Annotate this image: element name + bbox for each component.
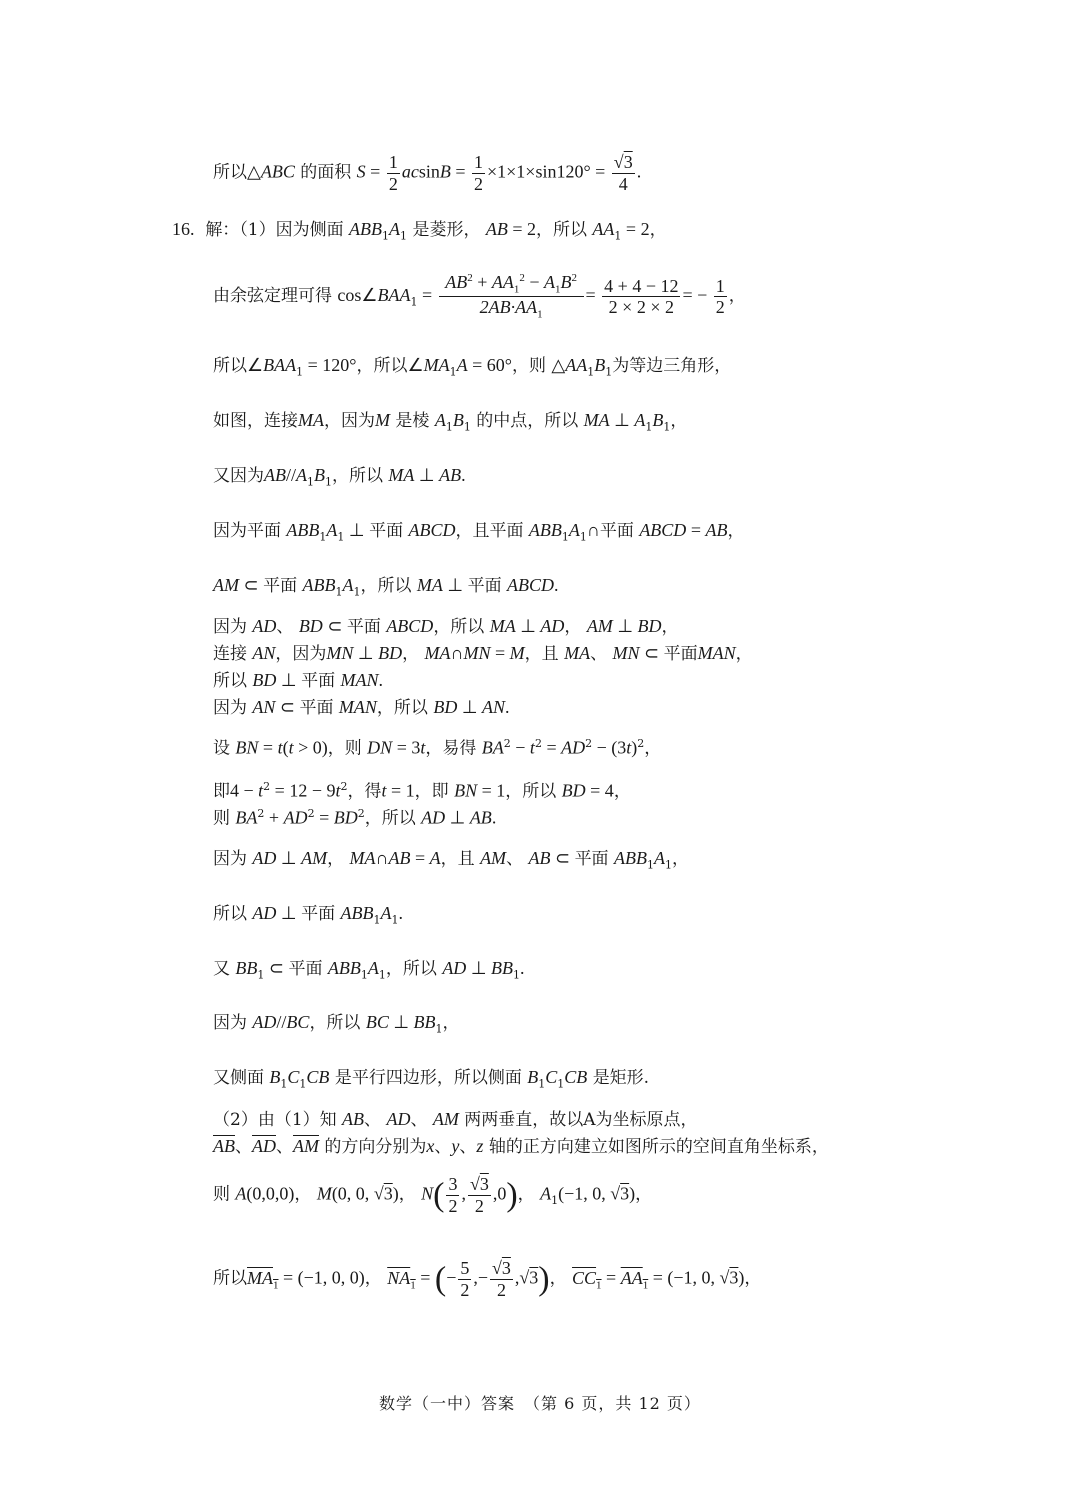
bd-perp-an-line: 因为 AN ⊂ 平面 MAN，所以 BD ⊥ AN. [213, 697, 510, 718]
bb1-line: 又 $BB_1$ ⊂ 平面 $ABB_1A_1$，所以 AD ⊥ $BB_1$. [213, 958, 525, 982]
bd-perp-man-line: 所以 BD ⊥ 平面 MAN. [213, 670, 383, 691]
coordinates-line: 则 A(0,0,0)， M(0, 0, √3)， N( $\frac{3}{2}$ , $\frac{√3}{2}$ ,0)， $A_1(-1$, 0, √3)， [213, 1174, 653, 1216]
am-in-plane-line: AM ⊂ 平面 $ABB_1A_1$，所以 MA ⊥ 平面 ABCD. [213, 575, 559, 599]
plane-perp-line: 因为平面 $ABB_1A_1$ ⊥ 平面 ABCD，且平面 $ABB_1A_1\cap$平面 ABCD = AB， [213, 520, 745, 544]
ad-perp-plane-line: 所以 AD ⊥ 平面 $ABB_1A_1$. [213, 903, 403, 927]
midpoint-line: 如图，连接MA，因为M 是棱 $A_1B_1$ 的中点，所以 MA ⊥ $A_1B_1$， [213, 410, 688, 434]
cosine-rule-line: 由余弦定理可得 $\cos\angle BAA_1$ = $\frac{AB^2 + AA_1^2 - A_1B^2}{2AB\cdot AA_1}$ = $\frac{4 + 4 - 12}{2 \times 2 \times 2}$ = − $\frac{1}{2}$ ， [213, 272, 746, 321]
problem-16-start: 16. 解：（1）因为侧面 $ABB_1A_1$ 是菱形， AB = 2，所以 $AA_1 = 2$， [172, 219, 667, 243]
part2-line: （2）由（1）知 AB、 AD、 AM 两两垂直，故以A为坐标原点， [213, 1109, 698, 1130]
pythag-line: 则 $BA^2 + AD^2 = BD^2$，所以 AD ⊥ AB. [213, 807, 497, 829]
bc-perp-line: 因为 AD//BC，所以 BC ⊥ $BB_1$， [213, 1012, 460, 1036]
angle-line: 所以$\angle BAA_1 = 120^\circ$，所以$\angle MA_1A = 60^\circ$，则 $\triangle AA_1B_1$为等边三角形， [213, 355, 732, 379]
vectors-line: 所以$MA_1 = (-1$, 0, 0)， $NA_1$ = (− $\frac{5}{2}$ ,− $\frac{√3}{2}$ ,√3)， $CC_1 = AA_1 = (-1$, 0, √3)， [213, 1258, 762, 1300]
parallel-line: 又因为$AB//A_1B_1$，所以 MA ⊥ AB. [213, 465, 466, 489]
axes-line: $\overline{AB}$、$\overline{AD}$、$\overline{AM}$ 的方向分别为x、y、z 轴的正方向建立如图所示的空间直角坐标系， [213, 1136, 829, 1157]
page-footer: 数学（一中）答案 （第 6 页，共 12 页） [379, 1394, 701, 1413]
rectangle-line: 又侧面 $B_1C_1CB$ 是平行四边形，所以侧面 $B_1C_1CB$ 是矩形. [213, 1067, 650, 1091]
ad-bd-line: 因为 AD、 BD ⊂ 平面 ABCD，所以 MA ⊥ AD， AM ⊥ BD， [213, 616, 679, 637]
set-bn-line: 设 BN = t(t > 0)，则 DN = 3t，易得 $BA^2 - t^2 = AD^2 - (3t)^2$， [213, 737, 662, 759]
ad-perp-am-line: 因为 AD ⊥ AM， MA∩AB = A，且 AM、 AB ⊂ 平面 $ABB_1A_1$， [213, 848, 689, 872]
solve-t-line: 即$4 - t^2 = 12 - 9t^2$，得t = 1，即 BN = 1，所以 BD = 4， [213, 780, 631, 802]
area-line: 所以△ABC 的面积 S = $\frac{1}{2}$ acsinB = $\frac{1}{2}$ ×1×1×sin120° = $\frac{√3}{4}$ . [213, 152, 642, 194]
connect-an-line: 连接 AN，因为MN ⊥ BD， MA∩MN = M，且 MA、 MN ⊂ 平面MAN， [213, 643, 753, 664]
